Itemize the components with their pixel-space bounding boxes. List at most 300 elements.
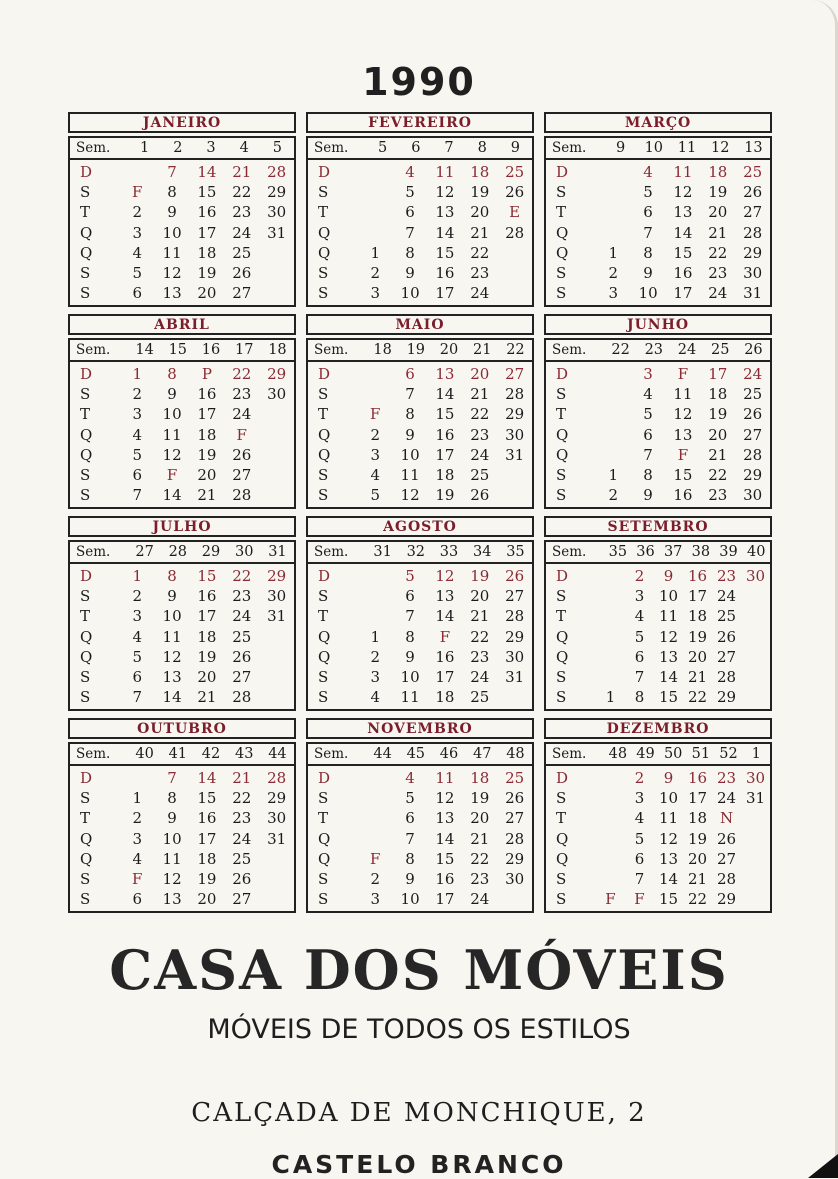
date-cell: 5 <box>132 264 142 283</box>
date-cell: 18 <box>687 809 708 828</box>
week-number: 24 <box>677 342 697 358</box>
weekday-label: Q <box>80 647 93 666</box>
date-cell: 21 <box>687 870 708 889</box>
month-block <box>306 314 534 506</box>
date-cell: F <box>370 849 381 868</box>
week-number: 8 <box>477 140 487 156</box>
weekday-label: T <box>80 203 91 222</box>
date-cell: 6 <box>132 890 142 909</box>
day-row <box>546 283 770 303</box>
day-row <box>308 647 532 667</box>
date-cell: 24 <box>716 587 737 606</box>
week-label: Sem. <box>552 342 587 358</box>
week-number: 12 <box>710 140 730 156</box>
week-number: 50 <box>663 746 683 762</box>
date-cell: F <box>236 425 247 444</box>
date-cell: 9 <box>663 567 674 586</box>
week-number: 25 <box>710 342 730 358</box>
day-row <box>70 566 294 586</box>
date-cell: 3 <box>132 405 142 424</box>
weekday-label: T <box>556 607 567 626</box>
date-cell: 5 <box>405 183 415 202</box>
date-cell: 20 <box>197 466 217 485</box>
week-label: Sem. <box>552 746 587 762</box>
date-cell: 11 <box>673 385 693 404</box>
week-number: 47 <box>472 746 492 762</box>
date-cell: 23 <box>232 203 252 222</box>
weekday-label: S <box>556 284 567 303</box>
weekday-label: T <box>556 809 567 828</box>
week-numbers-row <box>68 338 296 360</box>
date-cell: 26 <box>232 445 252 464</box>
date-cell: 15 <box>197 789 217 808</box>
date-cell: 8 <box>643 466 653 485</box>
date-cell: 24 <box>708 284 728 303</box>
day-row <box>308 182 532 202</box>
date-cell: 7 <box>405 607 415 626</box>
month-name: NOVEMBRO <box>306 718 534 739</box>
date-cell: 16 <box>197 203 217 222</box>
day-row <box>70 849 294 869</box>
day-row <box>308 849 532 869</box>
date-cell: 18 <box>470 769 490 788</box>
date-cell: 14 <box>435 607 455 626</box>
date-cell: 9 <box>643 486 653 505</box>
day-row <box>308 445 532 465</box>
date-cell: 26 <box>505 183 525 202</box>
date-cell: 3 <box>634 587 645 606</box>
weekday-label: S <box>318 668 329 687</box>
date-cell: 4 <box>643 163 653 182</box>
day-row <box>70 384 294 404</box>
date-cell: 28 <box>267 769 287 788</box>
day-row <box>308 586 532 606</box>
day-row <box>546 364 770 384</box>
date-cell: 4 <box>132 849 142 868</box>
weekday-label: S <box>318 183 329 202</box>
date-cell: 23 <box>708 486 728 505</box>
date-cell: 15 <box>435 243 455 262</box>
week-numbers-row <box>68 136 296 158</box>
date-cell: 7 <box>167 163 177 182</box>
date-cell: 23 <box>716 769 737 788</box>
corner-mark <box>808 1154 838 1178</box>
day-row <box>546 243 770 263</box>
date-cell: 13 <box>658 849 679 868</box>
date-cell: 4 <box>132 243 142 262</box>
week-number: 44 <box>373 746 392 762</box>
days-table <box>544 158 772 307</box>
day-row <box>70 808 294 828</box>
day-row <box>546 606 770 626</box>
day-row <box>308 485 532 505</box>
weekday-label: T <box>318 203 329 222</box>
week-number: 41 <box>168 746 188 762</box>
date-cell: 3 <box>370 668 380 687</box>
week-number: 14 <box>135 342 154 358</box>
date-cell: 8 <box>167 365 177 384</box>
week-number: 40 <box>746 544 766 560</box>
date-cell: 10 <box>162 607 182 626</box>
date-cell: 28 <box>267 163 287 182</box>
week-numbers-row <box>306 540 534 562</box>
day-row <box>546 627 770 647</box>
day-row <box>308 566 532 586</box>
week-number: 1 <box>139 140 150 156</box>
date-cell: 27 <box>716 647 737 666</box>
week-number: 36 <box>636 544 655 560</box>
day-row <box>546 849 770 869</box>
date-cell: 27 <box>232 668 252 687</box>
day-row <box>70 364 294 384</box>
date-cell: 14 <box>435 385 455 404</box>
week-number: 52 <box>719 746 738 762</box>
weekday-label: D <box>318 163 331 182</box>
weekday-label: Q <box>80 849 93 868</box>
weekday-label: T <box>80 405 91 424</box>
weekday-label: S <box>80 264 91 283</box>
date-cell: 6 <box>634 647 645 666</box>
date-cell: 21 <box>708 445 728 464</box>
date-cell: 17 <box>687 789 708 808</box>
date-cell: 3 <box>608 284 618 303</box>
weekday-label: D <box>80 365 93 384</box>
date-cell: 2 <box>132 587 142 606</box>
day-row <box>308 223 532 243</box>
date-cell: 5 <box>370 486 380 505</box>
day-row <box>308 627 532 647</box>
weekday-label: D <box>80 769 93 788</box>
date-cell: 3 <box>643 365 653 384</box>
day-row <box>546 263 770 283</box>
date-cell: 19 <box>197 445 217 464</box>
weekday-label: S <box>318 264 329 283</box>
day-row <box>70 182 294 202</box>
date-cell: 16 <box>197 587 217 606</box>
date-cell: 16 <box>435 425 455 444</box>
date-cell: 17 <box>197 223 217 242</box>
date-cell: 22 <box>232 789 252 808</box>
date-cell: 29 <box>505 627 525 646</box>
date-cell: 22 <box>232 365 252 384</box>
date-cell: 2 <box>634 567 645 586</box>
weekday-label: Q <box>556 849 569 868</box>
week-number: 21 <box>472 342 492 358</box>
date-cell: 11 <box>658 607 679 626</box>
date-cell: 29 <box>743 466 763 485</box>
day-row <box>546 687 770 707</box>
day-row <box>308 808 532 828</box>
weekday-label: T <box>318 809 329 828</box>
day-row <box>308 425 532 445</box>
weekday-label: Q <box>556 243 569 262</box>
week-numbers-row <box>306 338 534 360</box>
date-cell: 22 <box>470 627 490 646</box>
week-number: 1 <box>751 746 761 762</box>
date-cell: 13 <box>435 203 455 222</box>
date-cell: 23 <box>470 870 490 889</box>
date-cell: 27 <box>743 203 763 222</box>
date-cell: 29 <box>267 365 287 384</box>
day-row <box>546 869 770 889</box>
day-row <box>546 202 770 222</box>
date-cell: 28 <box>232 688 252 707</box>
date-cell: 22 <box>708 243 728 262</box>
date-cell: 25 <box>232 243 252 262</box>
day-row <box>70 889 294 909</box>
week-number: 23 <box>644 342 664 358</box>
date-cell: 11 <box>673 163 693 182</box>
weekday-label: S <box>80 183 91 202</box>
date-cell: 11 <box>435 769 455 788</box>
date-cell: 31 <box>267 607 287 626</box>
week-label: Sem. <box>76 746 111 762</box>
month-block <box>306 516 534 708</box>
weekday-label: S <box>318 688 329 707</box>
weekday-label: S <box>318 789 329 808</box>
date-cell: 30 <box>267 203 287 222</box>
date-cell: 27 <box>505 365 525 384</box>
weekday-label: Q <box>556 829 569 848</box>
date-cell: 16 <box>197 809 217 828</box>
day-row <box>308 788 532 808</box>
date-cell: 1 <box>605 688 616 707</box>
day-row <box>546 808 770 828</box>
date-cell: 27 <box>505 587 525 606</box>
date-cell: 6 <box>634 849 645 868</box>
day-row <box>546 182 770 202</box>
date-cell: 25 <box>716 607 737 626</box>
date-cell: 10 <box>400 284 420 303</box>
day-row <box>546 788 770 808</box>
date-cell: 28 <box>743 445 763 464</box>
days-table <box>306 764 534 913</box>
date-cell: 22 <box>470 243 490 262</box>
days-table <box>306 562 534 711</box>
date-cell: 7 <box>132 486 142 505</box>
week-number: 29 <box>201 544 221 560</box>
date-cell: 6 <box>405 203 415 222</box>
date-cell: 4 <box>132 627 142 646</box>
date-cell: 24 <box>716 789 737 808</box>
day-row <box>546 586 770 606</box>
date-cell: 2 <box>370 870 380 889</box>
week-numbers-row <box>306 136 534 158</box>
date-cell: 10 <box>400 668 420 687</box>
date-cell: 17 <box>435 284 455 303</box>
date-cell: 28 <box>505 607 525 626</box>
date-cell: 26 <box>716 627 737 646</box>
date-cell: 9 <box>167 809 177 828</box>
date-cell: 12 <box>162 445 182 464</box>
date-cell: 14 <box>197 769 217 788</box>
week-number: 38 <box>691 544 711 560</box>
date-cell: 18 <box>687 607 708 626</box>
weekday-label: T <box>80 809 91 828</box>
day-row <box>546 384 770 404</box>
week-number: 20 <box>439 342 459 358</box>
date-cell: 10 <box>658 587 679 606</box>
weekday-label: Q <box>318 425 331 444</box>
date-cell: 12 <box>673 405 693 424</box>
week-number: 40 <box>135 746 154 762</box>
date-cell: 12 <box>162 264 182 283</box>
date-cell: 26 <box>743 405 763 424</box>
weekday-label: S <box>318 587 329 606</box>
day-row <box>70 768 294 788</box>
date-cell: 12 <box>162 647 182 666</box>
days-table <box>544 562 772 711</box>
date-cell: 10 <box>658 789 679 808</box>
weekday-label: S <box>556 789 567 808</box>
date-cell: 6 <box>132 668 142 687</box>
date-cell: 19 <box>470 183 490 202</box>
weekday-label: Q <box>318 627 331 646</box>
date-cell: E <box>509 203 521 222</box>
week-number: 9 <box>510 140 521 156</box>
date-cell: 1 <box>132 789 142 808</box>
date-cell: 7 <box>634 668 645 687</box>
week-number: 22 <box>611 342 630 358</box>
day-row <box>70 445 294 465</box>
date-cell: 23 <box>232 587 252 606</box>
date-cell: 14 <box>673 223 693 242</box>
day-row <box>308 283 532 303</box>
date-cell: 31 <box>505 668 525 687</box>
date-cell: 30 <box>267 587 287 606</box>
week-number: 22 <box>506 342 525 358</box>
date-cell: 26 <box>470 486 490 505</box>
day-row <box>70 202 294 222</box>
date-cell: 7 <box>132 688 142 707</box>
date-cell: 19 <box>687 829 708 848</box>
date-cell: 28 <box>716 668 737 687</box>
date-cell: 30 <box>743 486 763 505</box>
date-cell: 31 <box>267 829 287 848</box>
weekday-label: T <box>556 203 567 222</box>
date-cell: 23 <box>232 809 252 828</box>
date-cell: 2 <box>132 203 142 222</box>
date-cell: 31 <box>743 284 763 303</box>
date-cell: 9 <box>167 587 177 606</box>
date-cell: 21 <box>470 385 490 404</box>
week-label: Sem. <box>552 544 587 560</box>
week-number: 28 <box>168 544 188 560</box>
date-cell: 21 <box>470 223 490 242</box>
date-cell: 12 <box>162 870 182 889</box>
day-row <box>70 647 294 667</box>
date-cell: 30 <box>505 647 525 666</box>
date-cell: 17 <box>197 829 217 848</box>
date-cell: 21 <box>470 607 490 626</box>
days-table <box>68 360 296 509</box>
date-cell: 26 <box>232 870 252 889</box>
date-cell: 10 <box>638 284 658 303</box>
week-label: Sem. <box>314 342 349 358</box>
week-number: 49 <box>636 746 655 762</box>
date-cell: 27 <box>232 890 252 909</box>
month-block <box>544 112 772 304</box>
week-number: 18 <box>373 342 392 358</box>
date-cell: 13 <box>435 365 455 384</box>
weekday-label: S <box>556 870 567 889</box>
date-cell: 13 <box>673 425 693 444</box>
weekday-label: D <box>556 769 569 788</box>
weekday-label: S <box>80 688 91 707</box>
date-cell: 8 <box>634 688 645 707</box>
date-cell: 12 <box>435 567 455 586</box>
date-cell: 5 <box>405 789 415 808</box>
date-cell: 5 <box>405 567 415 586</box>
date-cell: 3 <box>132 223 142 242</box>
date-cell: 1 <box>132 567 142 586</box>
date-cell: 30 <box>745 567 766 586</box>
day-row <box>308 162 532 182</box>
weekday-label: Q <box>80 243 93 262</box>
day-row <box>308 687 532 707</box>
date-cell: 24 <box>470 445 490 464</box>
weekday-label: D <box>80 163 93 182</box>
weekday-label: S <box>556 264 567 283</box>
day-row <box>70 687 294 707</box>
week-number: 27 <box>135 544 154 560</box>
date-cell: 18 <box>197 425 217 444</box>
date-cell: 29 <box>716 688 737 707</box>
weekday-label: T <box>318 607 329 626</box>
day-row <box>546 485 770 505</box>
date-cell: F <box>439 627 451 646</box>
date-cell: 5 <box>643 183 653 202</box>
day-row <box>308 829 532 849</box>
date-cell: 24 <box>232 607 252 626</box>
week-number: 51 <box>691 746 711 762</box>
week-number: 17 <box>234 342 254 358</box>
date-cell: 25 <box>505 769 525 788</box>
date-cell: 19 <box>687 627 708 646</box>
date-cell: 14 <box>162 486 182 505</box>
week-number: 10 <box>644 140 664 156</box>
week-numbers-row <box>544 338 772 360</box>
date-cell: 3 <box>132 829 142 848</box>
day-row <box>546 566 770 586</box>
week-number: 32 <box>406 544 426 560</box>
date-cell: 29 <box>505 849 525 868</box>
date-cell: F <box>634 890 645 909</box>
calendar-year: 1990 <box>362 60 476 104</box>
date-cell: 18 <box>435 466 455 485</box>
month-name: JUNHO <box>544 314 772 335</box>
month-block <box>68 516 296 708</box>
days-table <box>68 764 296 913</box>
date-cell: 22 <box>708 466 728 485</box>
date-cell: 5 <box>634 627 645 646</box>
day-row <box>70 667 294 687</box>
date-cell: 25 <box>743 385 763 404</box>
date-cell: 3 <box>370 284 380 303</box>
date-cell: 12 <box>673 183 693 202</box>
day-row <box>70 829 294 849</box>
date-cell: 14 <box>435 223 455 242</box>
week-number: 11 <box>677 140 697 156</box>
date-cell: 26 <box>716 829 737 848</box>
day-row <box>70 404 294 424</box>
days-table <box>544 764 772 913</box>
weekday-label: S <box>556 466 567 485</box>
date-cell: 13 <box>435 809 455 828</box>
date-cell: 3 <box>370 445 380 464</box>
day-row <box>546 768 770 788</box>
date-cell: 23 <box>470 425 490 444</box>
